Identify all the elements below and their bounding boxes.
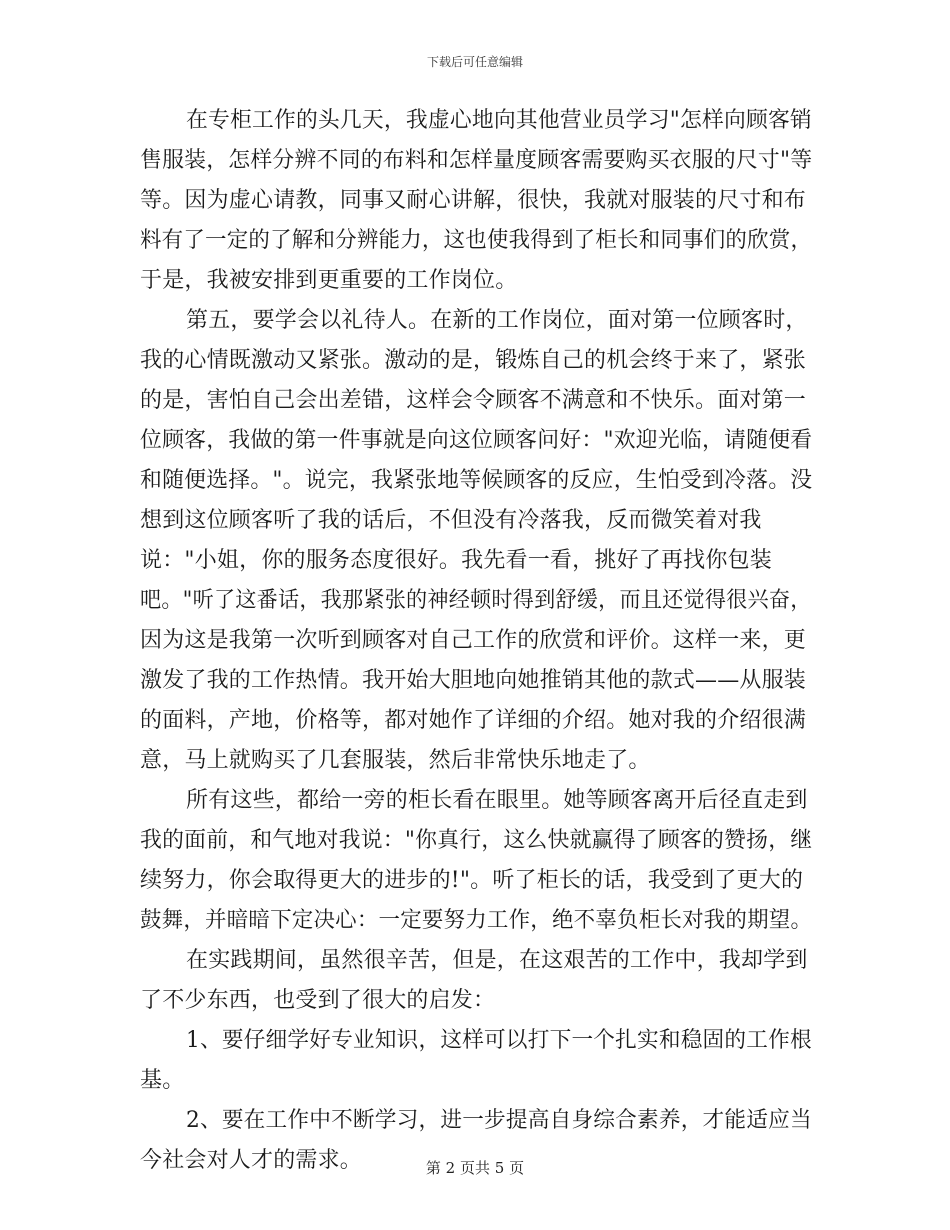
text-line: 了不少东西，也受到了很大的启发： [140,988,496,1013]
text-line: 在实践期间，虽然很辛苦，但是，在这艰苦的工作中，我却学到 [186,948,808,973]
text-line: 于是，我被安排到更重要的工作岗位。 [140,268,518,293]
text-line: 吧。"听了这番话，我那紧张的神经顿时得到舒缓，而且还觉得很兴奋， [140,588,812,613]
text-line: 因为这是我第一次听到顾客对自己工作的欣赏和评价。这样一来，更 [140,628,807,653]
text-line: 的是，害怕自己会出差错，这样会令顾客不满意和不快乐。面对第一 [140,388,807,413]
text-line: 鼓舞，并暗暗下定决心：一定要努力工作，绝不辜负柜长对我的期望。 [140,908,813,933]
text-line: 基。 [140,1068,185,1093]
text-line: 意，马上就购买了几套服装，然后非常快乐地走了。 [140,748,651,773]
text-line: 我的面前，和气地对我说："你真行，这么快就赢得了顾客的赞扬，继 [140,828,813,853]
text-line: 第五，要学会以礼待人。在新的工作岗位，面对第一位顾客时， [186,308,808,333]
text-line: 的面料，产地，价格等，都对她作了详细的介绍。她对我的介绍很满 [140,708,807,733]
text-line: 售服装，怎样分辨不同的布料和怎样量度顾客需要购买衣服的尺寸"等 [140,148,813,173]
text-line: 激发了我的工作热情。我开始大胆地向她推销其他的款式——从服装 [140,668,807,693]
page-header: 下载后可任意编辑 [426,55,523,69]
text-line: 想到这位顾客听了我的话后，不但没有冷落我，反而微笑着对我 [140,508,762,533]
text-line: 说："小姐，你的服务态度很好。我先看一看，挑好了再找你包装 [140,548,772,573]
text-line: 在专柜工作的头几天，我虚心地向其他营业员学习"怎样向顾客销 [186,108,812,133]
page-footer: 第 2 页共 5 页 [425,1159,525,1177]
text-line: 1、要仔细学好专业知识，这样可以打下一个扎实和稳固的工作根 [186,1028,812,1053]
text-line: 和随便选择。"。说完，我紧张地等候顾客的反应，生怕受到冷落。没 [140,468,813,493]
text-line: 续努力，你会取得更大的进步的!"。听了柜长的话，我受到了更大的 [140,868,804,893]
text-line: 我的心情既激动又紧张。激动的是，锻炼自己的机会终于来了，紧张 [140,348,807,373]
text-line: 2、要在工作中不断学习，进一步提高自身综合素养，才能适应当 [186,1108,812,1133]
text-line: 所有这些，都给一旁的柜长看在眼里。她等顾客离开后径直走到 [186,788,808,813]
text-line: 今社会对人才的需求。 [140,1148,363,1173]
text-line: 等。因为虚心请教，同事又耐心讲解，很快，我就对服装的尺寸和布 [140,188,807,213]
text-line: 位顾客，我做的第一件事就是向这位顾客问好："欢迎光临，请随便看 [140,428,813,453]
text-line: 料有了一定的了解和分辨能力，这也使我得到了柜长和同事们的欣赏， [140,228,813,253]
